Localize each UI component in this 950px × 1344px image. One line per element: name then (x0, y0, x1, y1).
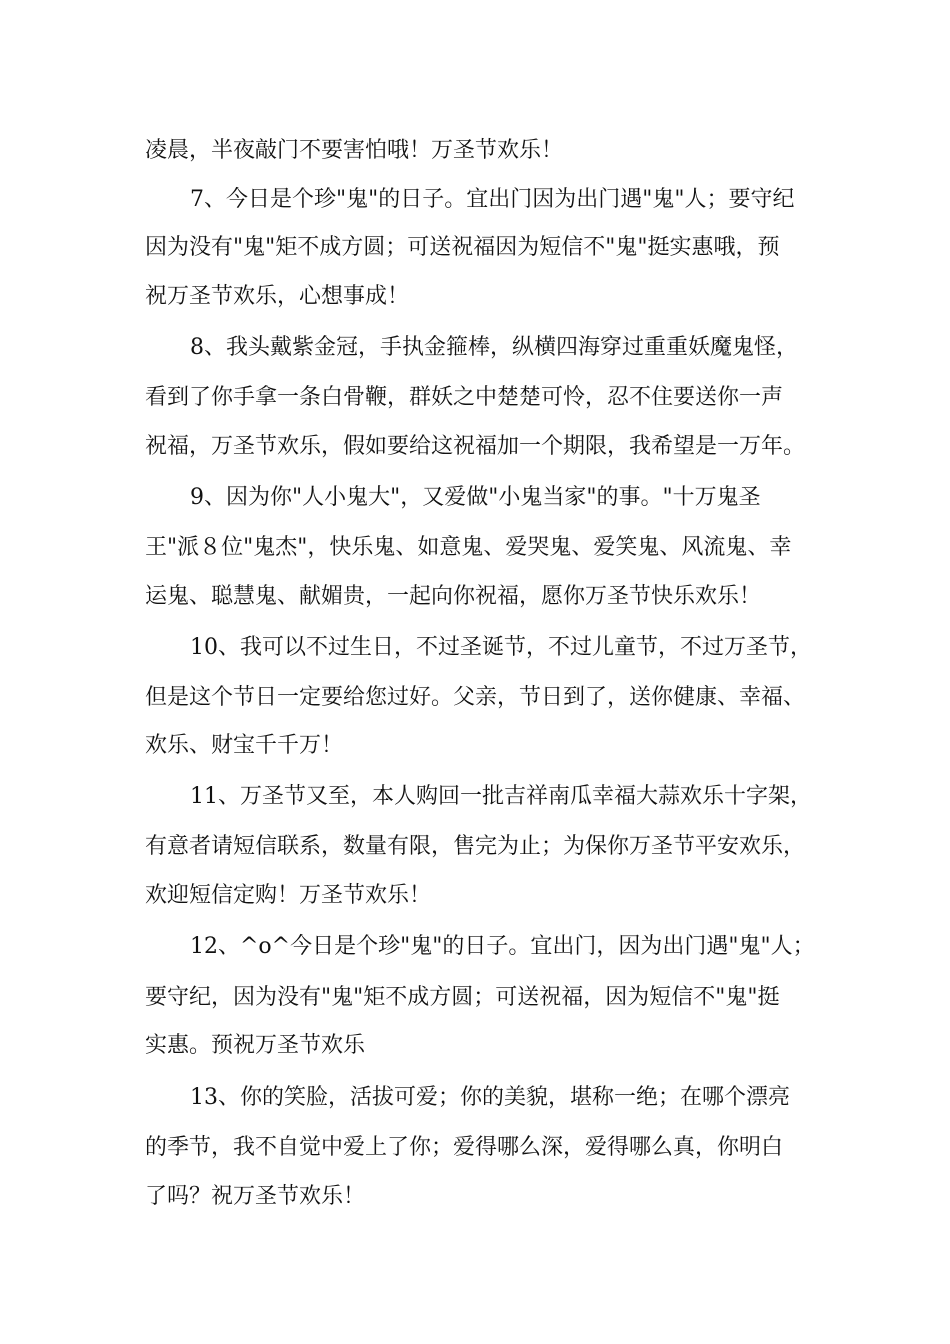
text-line: 要守纪，因为没有"鬼"矩不成方圆；可送祝福，因为短信不"鬼"挺 (145, 985, 780, 1010)
text-line: 运鬼、聪慧鬼、献媚贵，一起向你祝福，愿你万圣节快乐欢乐！ (145, 584, 762, 609)
text-line: 欢乐、财宝千千万！ (145, 733, 344, 758)
text-line: 但是这个节日一定要给您过好。父亲，节日到了，送你健康、幸福、 (145, 685, 806, 710)
text-line: 11、万圣节又至，本人购回一批吉祥南瓜幸福大蒜欢乐十字架， (190, 784, 812, 809)
text-line: 看到了你手拿一条白骨鞭，群妖之中楚楚可怜，忍不住要送你一声 (145, 385, 784, 410)
text-line: 的季节，我不自觉中爱上了你；爱得哪么深，爱得哪么真，你明白 (145, 1135, 784, 1160)
text-line: 13、你的笑脸，活拔可爱；你的美貌，堪称一绝；在哪个漂亮 (190, 1085, 790, 1110)
text-line: 有意者请短信联系，数量有限，售完为止；为保你万圣节平安欢乐， (145, 834, 806, 859)
text-line: 8、我头戴紫金冠，手执金箍棒，纵横四海穿过重重妖魔鬼怪， (190, 335, 798, 360)
text-line: 因为没有"鬼"矩不成方圆；可送祝福因为短信不"鬼"挺实惠哦，预 (145, 235, 780, 260)
text-line: 7、今日是个珍"鬼"的日子。宜出门因为出门遇"鬼"人；要守纪 (190, 187, 795, 212)
text-line: 欢迎短信定购！万圣节欢乐！ (145, 883, 432, 908)
text-line: 凌晨，半夜敲门不要害怕哦！万圣节欢乐！ (145, 138, 564, 163)
text-line: 王"派８位"鬼杰"，快乐鬼、如意鬼、爱哭鬼、爱笑鬼、风流鬼、幸 (145, 535, 792, 560)
text-line: 12、^o^今日是个珍"鬼"的日子。宜出门，因为出门遇"鬼"人； (190, 934, 815, 959)
text-line: 10、我可以不过生日，不过圣诞节，不过儿童节，不过万圣节， (190, 635, 812, 660)
text-line: 9、因为你"人小鬼大"，又爱做"小鬼当家"的事。"十万鬼圣 (190, 485, 761, 510)
text-line: 了吗？祝万圣节欢乐！ (145, 1184, 366, 1209)
text-line: 祝福，万圣节欢乐，假如要给这祝福加一个期限，我希望是一万年。 (145, 434, 806, 459)
text-line: 祝万圣节欢乐，心想事成！ (145, 284, 410, 309)
text-line: 实惠。预祝万圣节欢乐 (145, 1033, 366, 1058)
